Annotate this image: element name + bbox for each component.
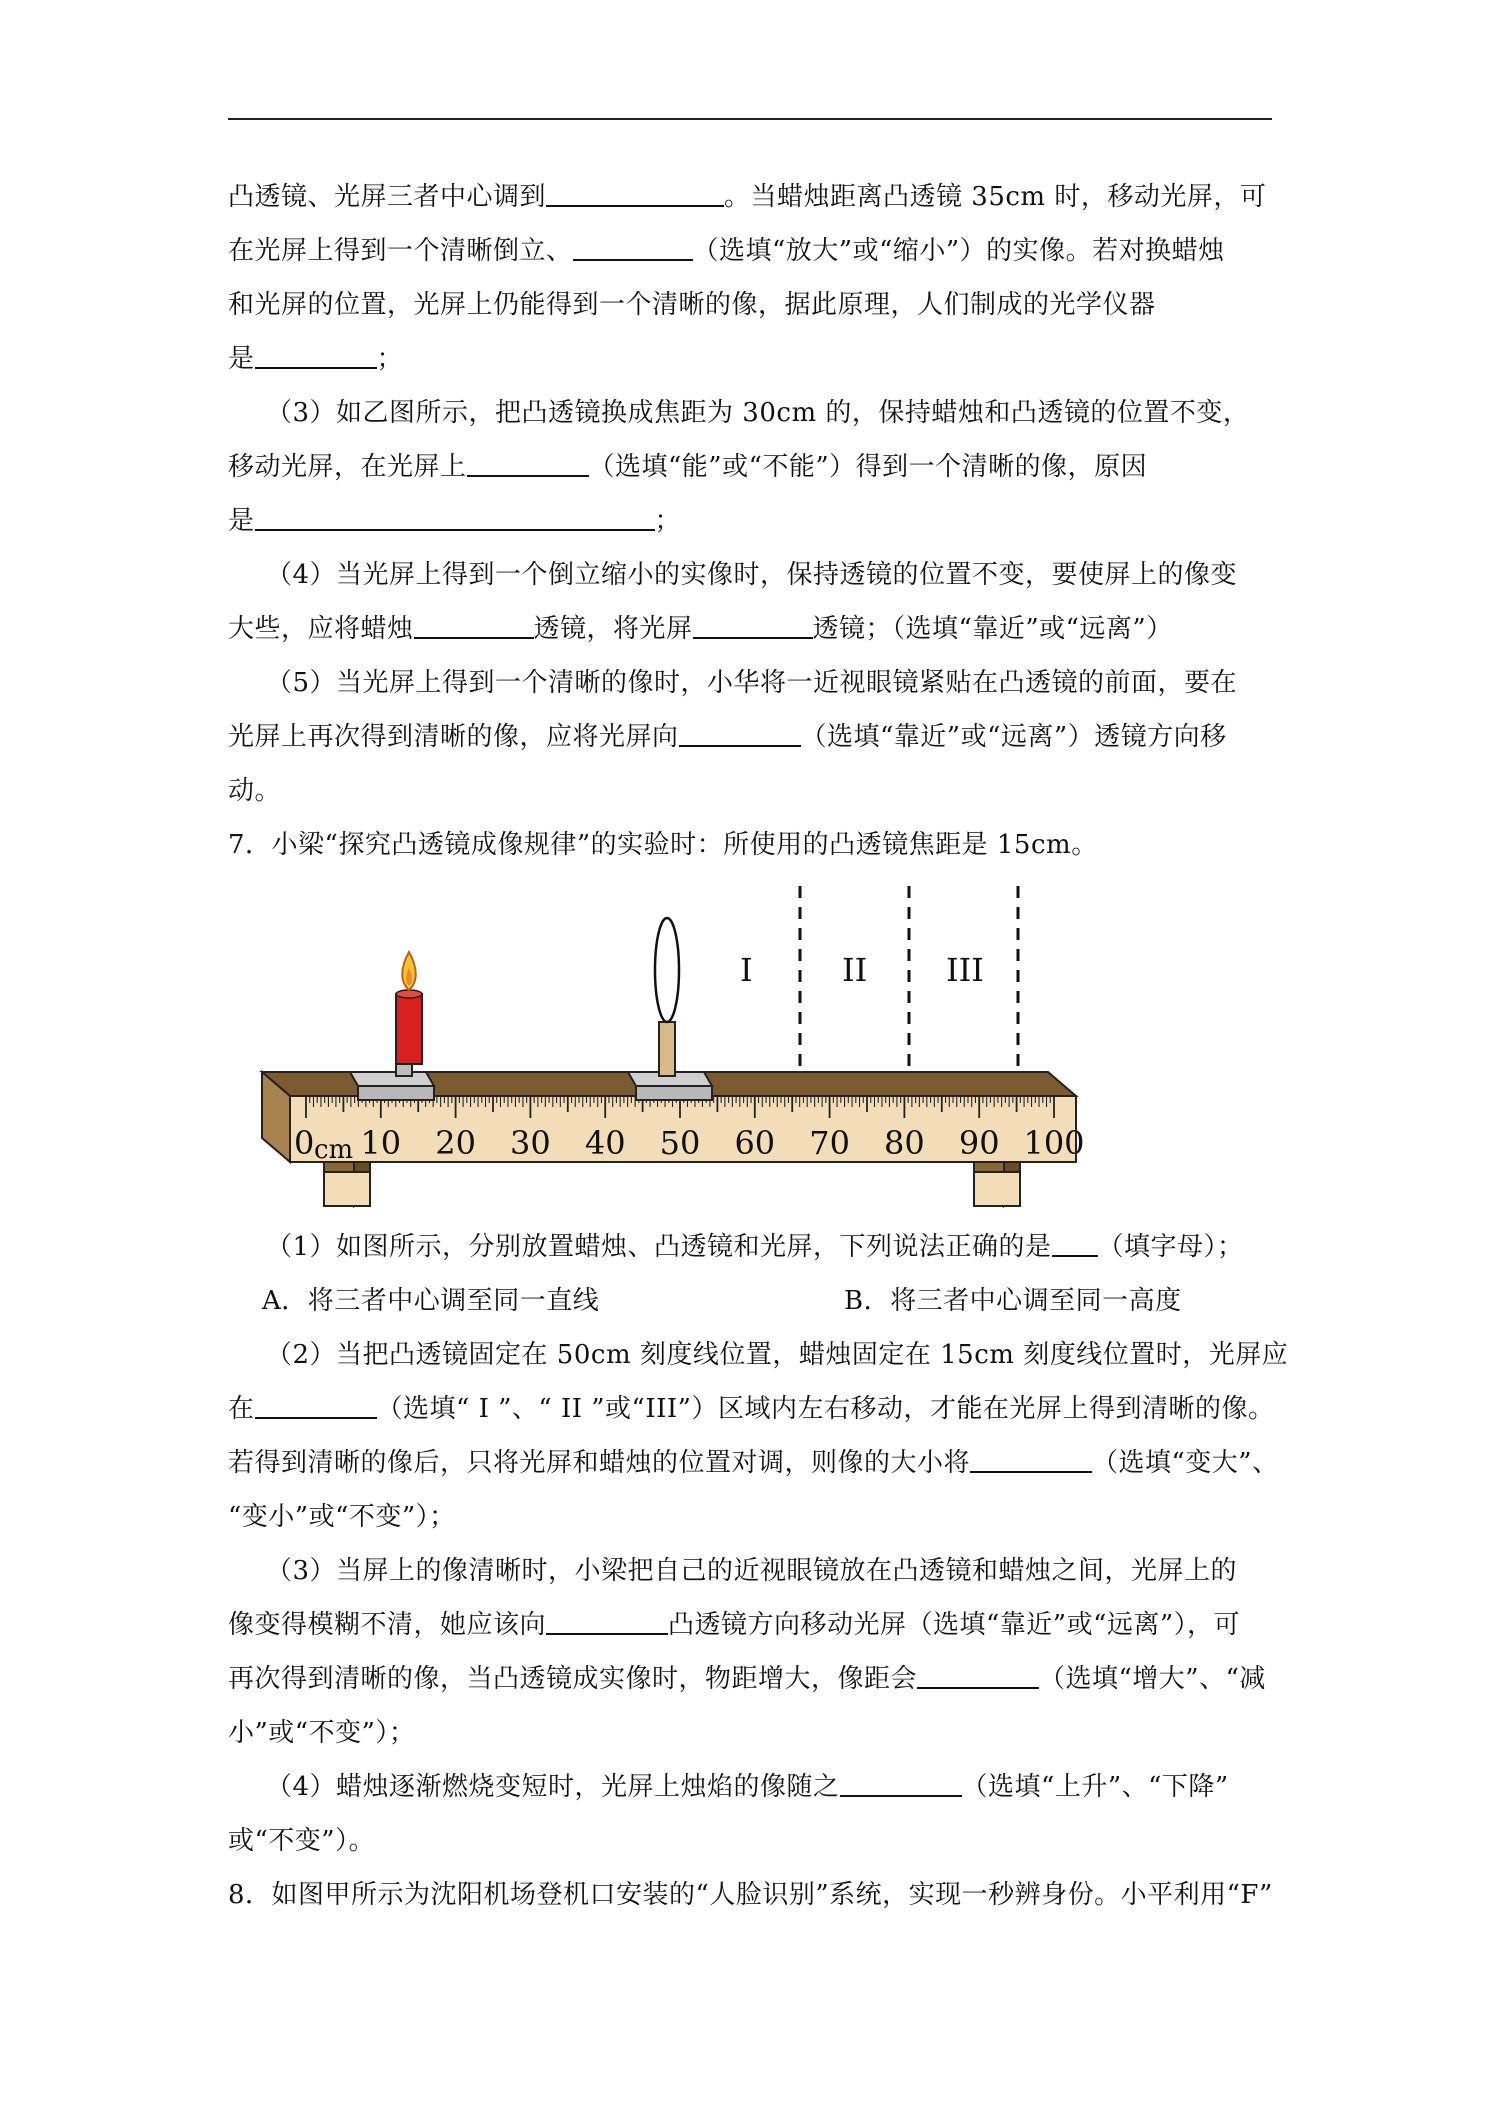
text-line: 光屏上再次得到清晰的像，应将光屏向 （选填“靠近”或“远离”）透镜方向移 [228,722,1227,752]
text-line: 再次得到清晰的像，当凸透镜成实像时，物距增大，像距会 （选填“增大”、“减 [228,1664,1266,1694]
ruler-tick-label: 50 [659,1124,701,1162]
text-line: 在光屏上得到一个清晰倒立、 （选填“放大”或“缩小”）的实像。若对换蜡烛 [228,236,1225,266]
ruler-tick-label: 0 [294,1124,315,1162]
text-line: （2）当把凸透镜固定在 50cm 刻度线位置，蜡烛固定在 15cm 刻度线位置时，光屏应 [266,1340,1289,1370]
text-line: 是 ； [228,344,404,374]
answer-blank[interactable] [467,453,589,477]
ruler-tick-label: 60 [734,1124,776,1162]
candle [396,952,422,1064]
ruler-tick-label: 30 [510,1124,551,1162]
answer-blank[interactable] [970,1449,1092,1473]
text-line: 和光屏的位置，光屏上仍能得到一个清晰的像，据此原理，人们制成的光学仪器 [228,290,1156,320]
region-dividers [800,886,1018,1092]
question-8-stem: 8．如图甲所示为沈阳机场登机口安装的“人脸识别”系统，实现一秒辨身份。小平利用“F” [228,1880,1273,1910]
text-line: （3）当屏上的像清晰时，小梁把自己的近视眼镜放在凸透镜和蜡烛之间，光屏上的 [266,1556,1238,1586]
text-line: （3）如乙图所示，把凸透镜换成焦距为 30cm 的，保持蜡烛和凸透镜的位置不变， [266,398,1250,428]
text-line: 凸透镜、光屏三者中心调到 。当蜡烛距离凸透镜 35cm 时，移动光屏，可 [228,182,1267,212]
text-line: 若得到清晰的像后，只将光屏和蜡烛的位置对调，则像的大小将 （选填“变大”、 [228,1448,1279,1478]
answer-blank[interactable] [840,1773,962,1797]
answer-blank[interactable] [917,1665,1039,1689]
answer-blank[interactable] [414,615,534,639]
option-b[interactable]: B．将三者中心调至同一高度 [844,1286,1182,1316]
answer-blank[interactable] [1052,1233,1098,1257]
answer-blank[interactable] [693,615,813,639]
ruler-tick-label: 40 [584,1124,626,1162]
header-rule [228,118,1272,120]
answer-blank[interactable] [546,183,724,207]
ruler-tick-label: 90 [958,1124,1000,1162]
text-line: （4）蜡烛逐渐燃烧变短时，光屏上烛焰的像随之 （选填“上升”、“下降” [266,1772,1229,1802]
answer-blank[interactable] [546,1611,668,1635]
ruler-tick-label: 10 [360,1124,402,1162]
ruler-tick-label: 20 [435,1124,476,1162]
convex-lens [655,918,679,1022]
text-line: （1）如图所示，分别放置蜡烛、凸透镜和光屏，下列说法正确的是 （填字母）； [266,1232,1244,1262]
question-7-stem: 7．小梁“探究凸透镜成像规律”的实验时：所使用的凸透镜焦距是 15cm。 [228,830,1098,860]
option-a[interactable]: A．将三者中心调至同一直线 [262,1286,600,1316]
region-II-label: II [842,951,868,989]
text-line: 小”或“不变”）； [228,1718,416,1748]
text-line: 在 （选填“ I ”、“ II ”或“III”）区域内左右移动，才能在光屏上得到清晰的像。 [228,1394,1275,1424]
answer-blank[interactable] [679,723,801,747]
text-line: “变小”或“不变”）； [228,1502,456,1532]
text-line: 移动光屏，在光屏上 （选填“能”或“不能”）得到一个清晰的像，原因 [228,452,1148,482]
ruler-tick-label: 70 [809,1124,850,1162]
lens-holder [628,1022,712,1100]
answer-blank[interactable] [255,345,377,369]
text-line: 大些，应将蜡烛 透镜，将光屏 透镜；（选填“靠近”或“远离”） [228,614,1173,644]
text-line: （4）当光屏上得到一个倒立缩小的实像时，保持透镜的位置不变，要使屏上的像变 [266,560,1238,590]
text-line: 或“不变”）。 [228,1826,376,1856]
text-line: 像变得模糊不清，她应该向 凸透镜方向移动光屏（选填“靠近”或“远离”），可 [228,1610,1241,1640]
region-III-label: III [946,951,984,989]
text-line: 动。 [228,776,282,806]
answer-blank[interactable] [255,507,655,531]
text-line: （5）当光屏上得到一个清晰的像时，小华将一近视眼镜紧贴在凸透镜的前面，要在 [266,668,1238,698]
optical-bench-figure [254,876,1094,1216]
answer-blank[interactable] [255,1395,377,1419]
text-line: 是 ； [228,506,682,536]
ruler-tick-label: 80 [884,1124,925,1162]
answer-blank[interactable] [573,237,693,261]
region-I-label: I [740,951,753,989]
ruler-unit-label: cm [314,1135,354,1165]
ruler-tick-label: 100 [1023,1124,1085,1162]
